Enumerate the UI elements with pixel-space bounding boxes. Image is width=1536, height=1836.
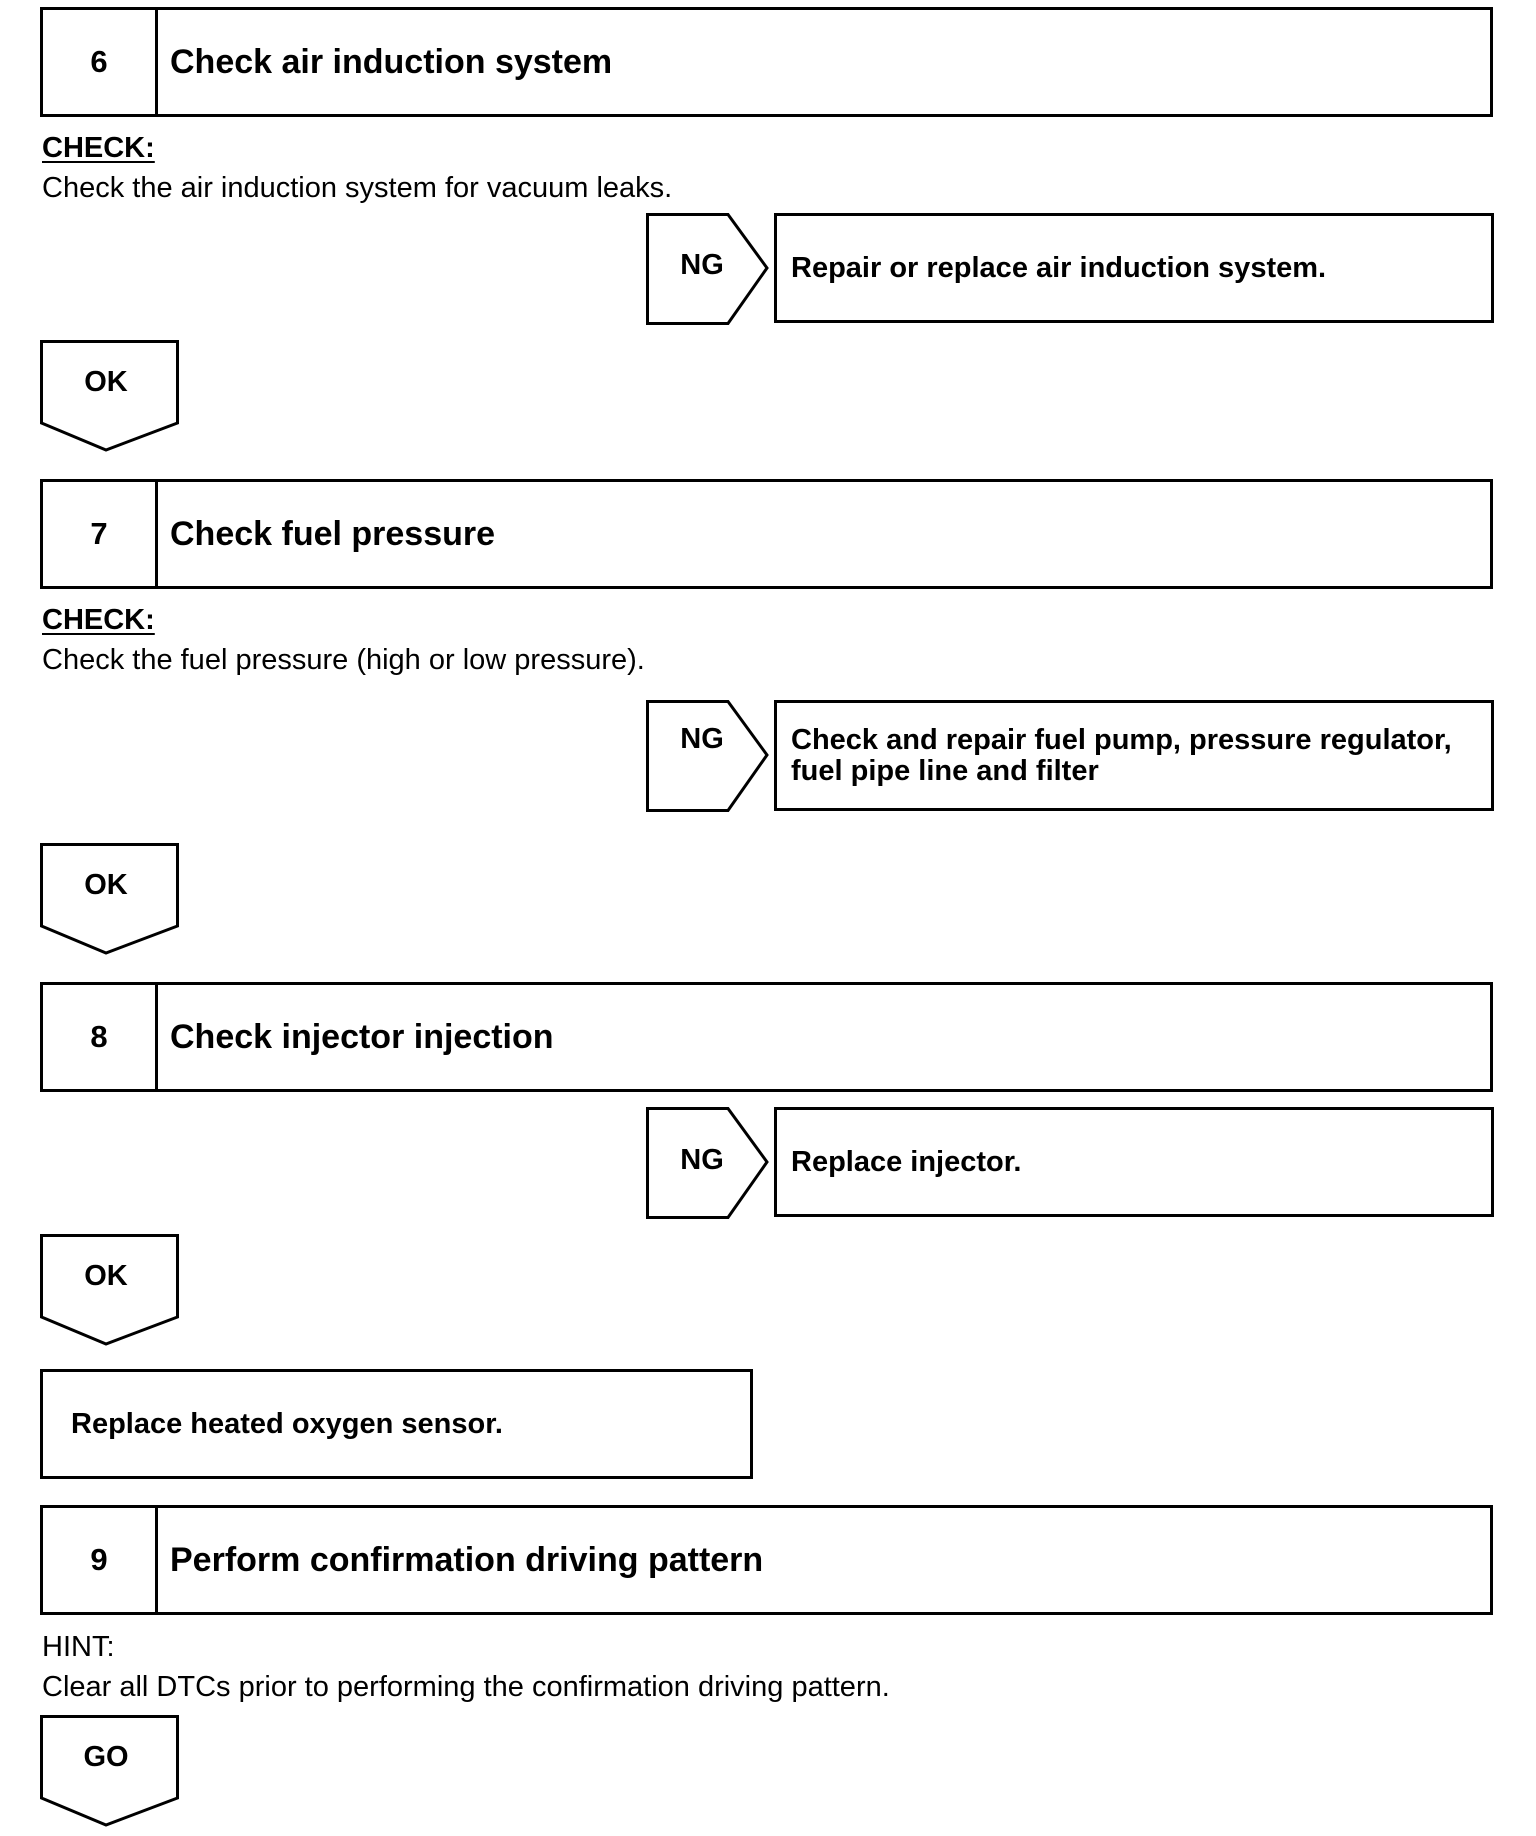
ng-result-line: Replace injector. [791, 1145, 1022, 1178]
ng-arrow [646, 700, 771, 812]
ng-label: NG [680, 723, 724, 755]
ok-label: OK [84, 869, 128, 901]
step-6-box [40, 7, 1493, 117]
check-text: Check the air induction system for vacuum leaks. [42, 172, 673, 204]
final-action-text: Replace heated oxygen sensor. [71, 1407, 503, 1440]
ok-label: OK [84, 1260, 128, 1292]
step-title: Check fuel pressure [170, 514, 496, 553]
ng-result-line: fuel pipe line and filter [791, 754, 1099, 787]
check-label: CHECK: [42, 604, 155, 636]
hint-text: Clear all DTCs prior to performing the confirmation driving pattern. [42, 1671, 890, 1703]
final-action-box [40, 1369, 753, 1479]
step-number: 7 [43, 482, 158, 586]
ng-result-box [774, 1107, 1494, 1217]
ng-result-box [774, 213, 1494, 323]
step-number: 6 [43, 10, 158, 114]
step-title: Check air induction system [170, 42, 613, 81]
step-8-box [40, 982, 1493, 1092]
step-title: Check injector injection [170, 1017, 554, 1056]
step-title: Perform confirmation driving pattern [170, 1540, 764, 1579]
ng-result-box [774, 700, 1494, 811]
ng-result-line: Repair or replace air induction system. [791, 251, 1327, 284]
step-number: 9 [43, 1508, 158, 1612]
hint-label: HINT: [42, 1631, 115, 1663]
check-text: Check the fuel pressure (high or low pressure). [42, 644, 645, 676]
check-label: CHECK: [42, 132, 155, 164]
ng-label: NG [680, 1144, 724, 1176]
step-9-box [40, 1505, 1493, 1615]
step-7-box [40, 479, 1493, 589]
step-number: 8 [43, 985, 158, 1089]
ng-result-line: Check and repair fuel pump, pressure regulator, [791, 723, 1452, 756]
ok-label: OK [84, 366, 128, 398]
ng-label: NG [680, 249, 724, 281]
go-label: GO [83, 1741, 129, 1773]
